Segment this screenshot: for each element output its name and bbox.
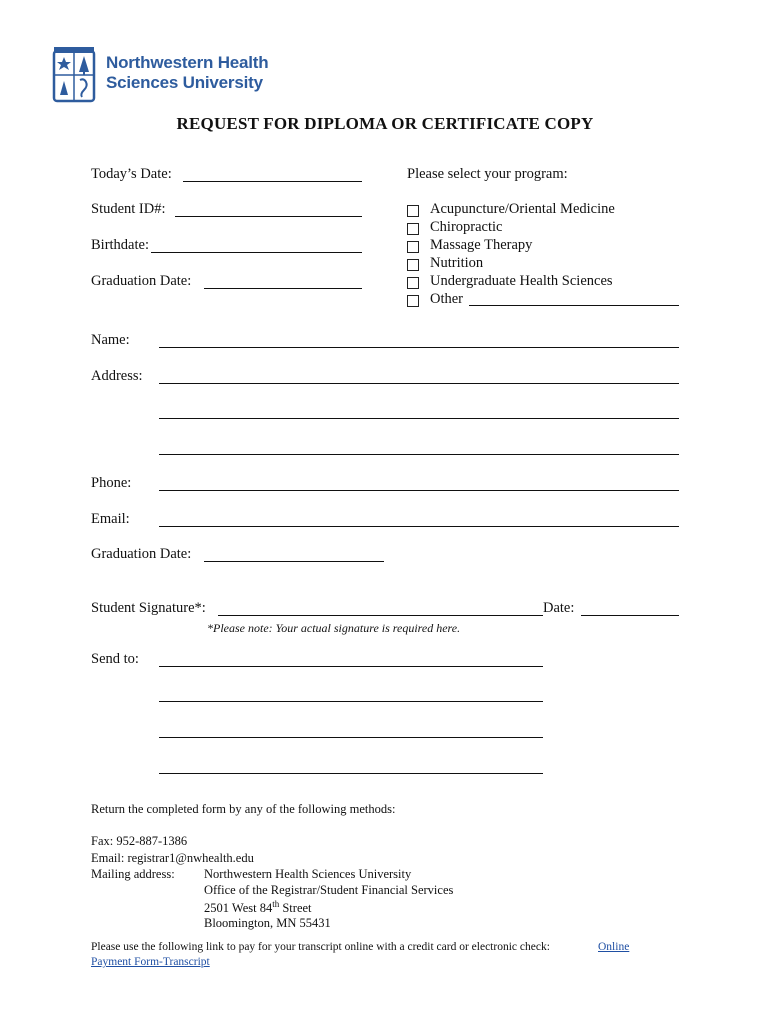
program-option-label: Nutrition xyxy=(430,255,484,271)
program-prompt: Please select your program: xyxy=(407,166,568,182)
send-to-field-line-2[interactable] xyxy=(159,701,543,702)
logo-line-1: Northwestern Health xyxy=(106,53,269,72)
return-intro: Return the completed form by any of the following methods: xyxy=(91,802,396,816)
return-mailing-label: Mailing address: xyxy=(91,867,175,881)
name-field[interactable] xyxy=(159,347,679,348)
send-to-label: Send to: xyxy=(91,651,139,667)
logo-line-2: Sciences University xyxy=(106,73,263,92)
signature-field[interactable] xyxy=(218,615,543,616)
program-checkbox-massage-therapy[interactable] xyxy=(407,241,419,253)
email-label: Email: xyxy=(91,511,130,527)
name-label: Name: xyxy=(91,332,130,348)
signature-label: Student Signature*: xyxy=(91,600,206,616)
return-city: Bloomington, MN 55431 xyxy=(204,916,331,930)
program-option-label: Acupuncture/Oriental Medicine xyxy=(430,201,615,217)
phone-label: Phone: xyxy=(91,475,132,491)
address-field-line-3[interactable] xyxy=(159,454,679,455)
program-option-label: Other xyxy=(430,291,464,307)
street-name: Street xyxy=(279,901,312,916)
program-checkbox-other[interactable] xyxy=(407,295,419,307)
program-checkbox-nutrition[interactable] xyxy=(407,259,419,271)
return-fax: Fax: 952-887-1386 xyxy=(91,834,188,848)
birthdate-field[interactable] xyxy=(151,252,362,253)
graduation-date-field[interactable] xyxy=(204,288,362,289)
return-street xyxy=(204,899,312,916)
program-other-field[interactable] xyxy=(469,305,679,306)
return-address-line: Office of the Registrar/Student Financial Services xyxy=(204,883,454,897)
signature-note: *Please note: Your actual signature is required here. xyxy=(207,621,461,635)
street-number: 2501 West 84 xyxy=(204,901,273,916)
todays-date-label: Today’s Date: xyxy=(91,166,172,182)
phone-field[interactable] xyxy=(159,490,679,491)
program-checkbox-acupuncture[interactable] xyxy=(407,205,419,217)
street-ordinal: th xyxy=(272,899,280,909)
graduation-date-2-label: Graduation Date: xyxy=(91,546,192,562)
todays-date-field[interactable] xyxy=(183,181,362,182)
payment-note: Please use the following link to pay for your transcript online with a credit card or electronic check: xyxy=(91,941,550,953)
address-field-line-2[interactable] xyxy=(159,418,679,419)
signature-date-field[interactable] xyxy=(581,615,679,616)
student-id-label: Student ID#: xyxy=(91,201,166,217)
university-logo xyxy=(52,45,282,105)
address-label: Address: xyxy=(91,368,143,384)
payment-link-part-2[interactable]: Payment Form-Transcript xyxy=(91,956,210,968)
program-checkbox-undergraduate[interactable] xyxy=(407,277,419,289)
signature-date-label: Date: xyxy=(543,600,575,616)
send-to-field-line-4[interactable] xyxy=(159,773,543,774)
program-option-label: Chiropractic xyxy=(430,219,503,235)
return-email: Email: registrar1@nwhealth.edu xyxy=(91,851,254,865)
address-field-line-1[interactable] xyxy=(159,383,679,384)
payment-link-part-1[interactable]: Online xyxy=(598,941,630,953)
form-title: REQUEST FOR DIPLOMA OR CERTIFICATE COPY xyxy=(176,114,594,133)
return-address-line: Northwestern Health Sciences University xyxy=(204,867,412,881)
graduation-date-label: Graduation Date: xyxy=(91,273,192,289)
email-field[interactable] xyxy=(159,526,679,527)
birthdate-label: Birthdate: xyxy=(91,237,149,253)
program-checkbox-chiropractic[interactable] xyxy=(407,223,419,235)
program-option-label: Undergraduate Health Sciences xyxy=(430,273,613,289)
program-option-label: Massage Therapy xyxy=(430,237,533,253)
graduation-date-2-field[interactable] xyxy=(204,561,384,562)
send-to-field-line-3[interactable] xyxy=(159,737,543,738)
student-id-field[interactable] xyxy=(175,216,362,217)
send-to-field-line-1[interactable] xyxy=(159,666,543,667)
crest-icon xyxy=(52,45,96,103)
